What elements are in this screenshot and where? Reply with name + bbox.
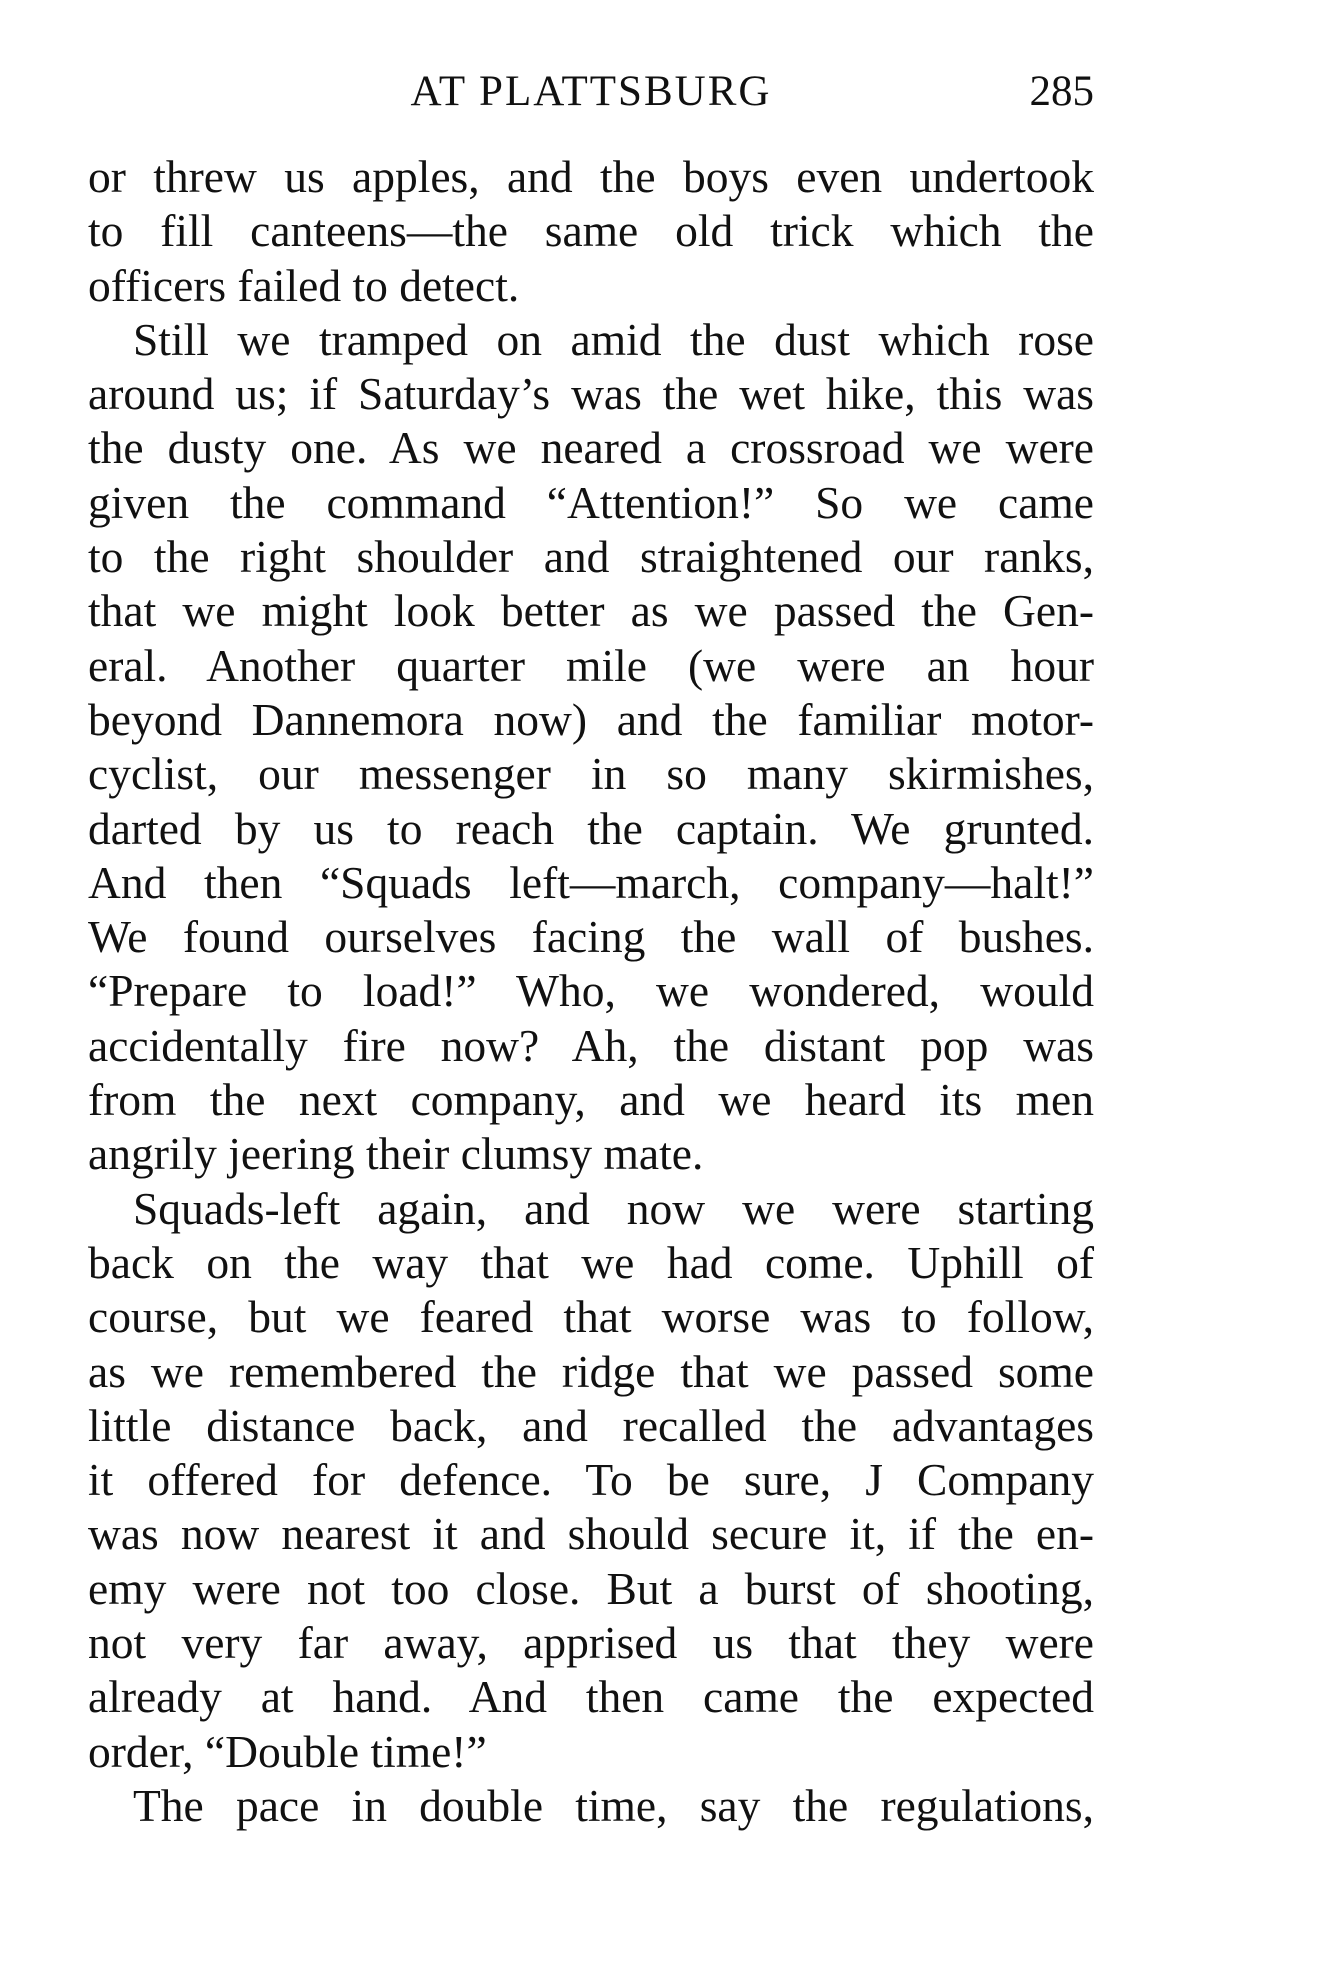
- page-number: 285: [1029, 68, 1094, 115]
- text-line: angrily jeering their clumsy mate.: [88, 1128, 704, 1180]
- text-line: darted by us to reach the captain. We grunted.: [88, 802, 1094, 854]
- text-line: as we remembered the ridge that we passed some: [88, 1345, 1094, 1397]
- text-line: cyclist, our messenger in so many skirmishes,: [88, 748, 1094, 800]
- text-line: order, “Double time!”: [88, 1725, 487, 1777]
- text-line: “Prepare to load!” Who, we wondered, would: [88, 965, 1094, 1017]
- text-line: or threw us apples, and the boys even undertook: [88, 151, 1094, 202]
- text-line: emy were not too close. But a burst of shooting,: [88, 1562, 1094, 1614]
- text-line: from the next company, and we heard its men: [88, 1074, 1094, 1126]
- running-head: AT PLATTSBURG: [410, 68, 772, 115]
- body-text: [88, 150, 1094, 1833]
- text-line: was now nearest it and should secure it, if the en-: [88, 1508, 1094, 1560]
- text-line: to the right shoulder and straightened our ranks,: [88, 531, 1094, 583]
- text-line: the dusty one. As we neared a crossroad we were: [88, 422, 1094, 474]
- text-line: eral. Another quarter mile (we were an hour: [88, 639, 1094, 691]
- text-line: given the command “Attention!” So we came: [88, 476, 1094, 528]
- text-line: course, but we feared that worse was to follow,: [88, 1291, 1094, 1343]
- text-line: And then “Squads left—march, company—halt!”: [88, 856, 1094, 908]
- text-line: Still we tramped on amid the dust which rose: [133, 313, 1094, 365]
- text-line: already at hand. And then came the expected: [88, 1671, 1094, 1723]
- text-line: little distance back, and recalled the advantages: [88, 1399, 1094, 1451]
- text-line: it offered for defence. To be sure, J Company: [88, 1454, 1094, 1506]
- text-line: We found ourselves facing the wall of bushes.: [88, 911, 1094, 963]
- text-line: The pace in double time, say the regulations,: [133, 1779, 1094, 1831]
- text-line: around us; if Saturday’s was the wet hike, this was: [88, 368, 1094, 420]
- text-line: that we might look better as we passed the Gen-: [88, 585, 1094, 637]
- text-line: to fill canteens—the same old trick which the: [88, 205, 1094, 257]
- text-line: not very far away, apprised us that they were: [88, 1617, 1094, 1669]
- page-header: [88, 62, 1094, 122]
- text-line: beyond Dannemora now) and the familiar motor-: [88, 693, 1094, 745]
- text-line: accidentally fire now? Ah, the distant pop was: [88, 1019, 1094, 1071]
- text-line: back on the way that we had come. Uphill of: [88, 1236, 1094, 1288]
- text-line: Squads-left again, and now we were starting: [133, 1182, 1094, 1234]
- text-line: officers failed to detect.: [88, 259, 520, 311]
